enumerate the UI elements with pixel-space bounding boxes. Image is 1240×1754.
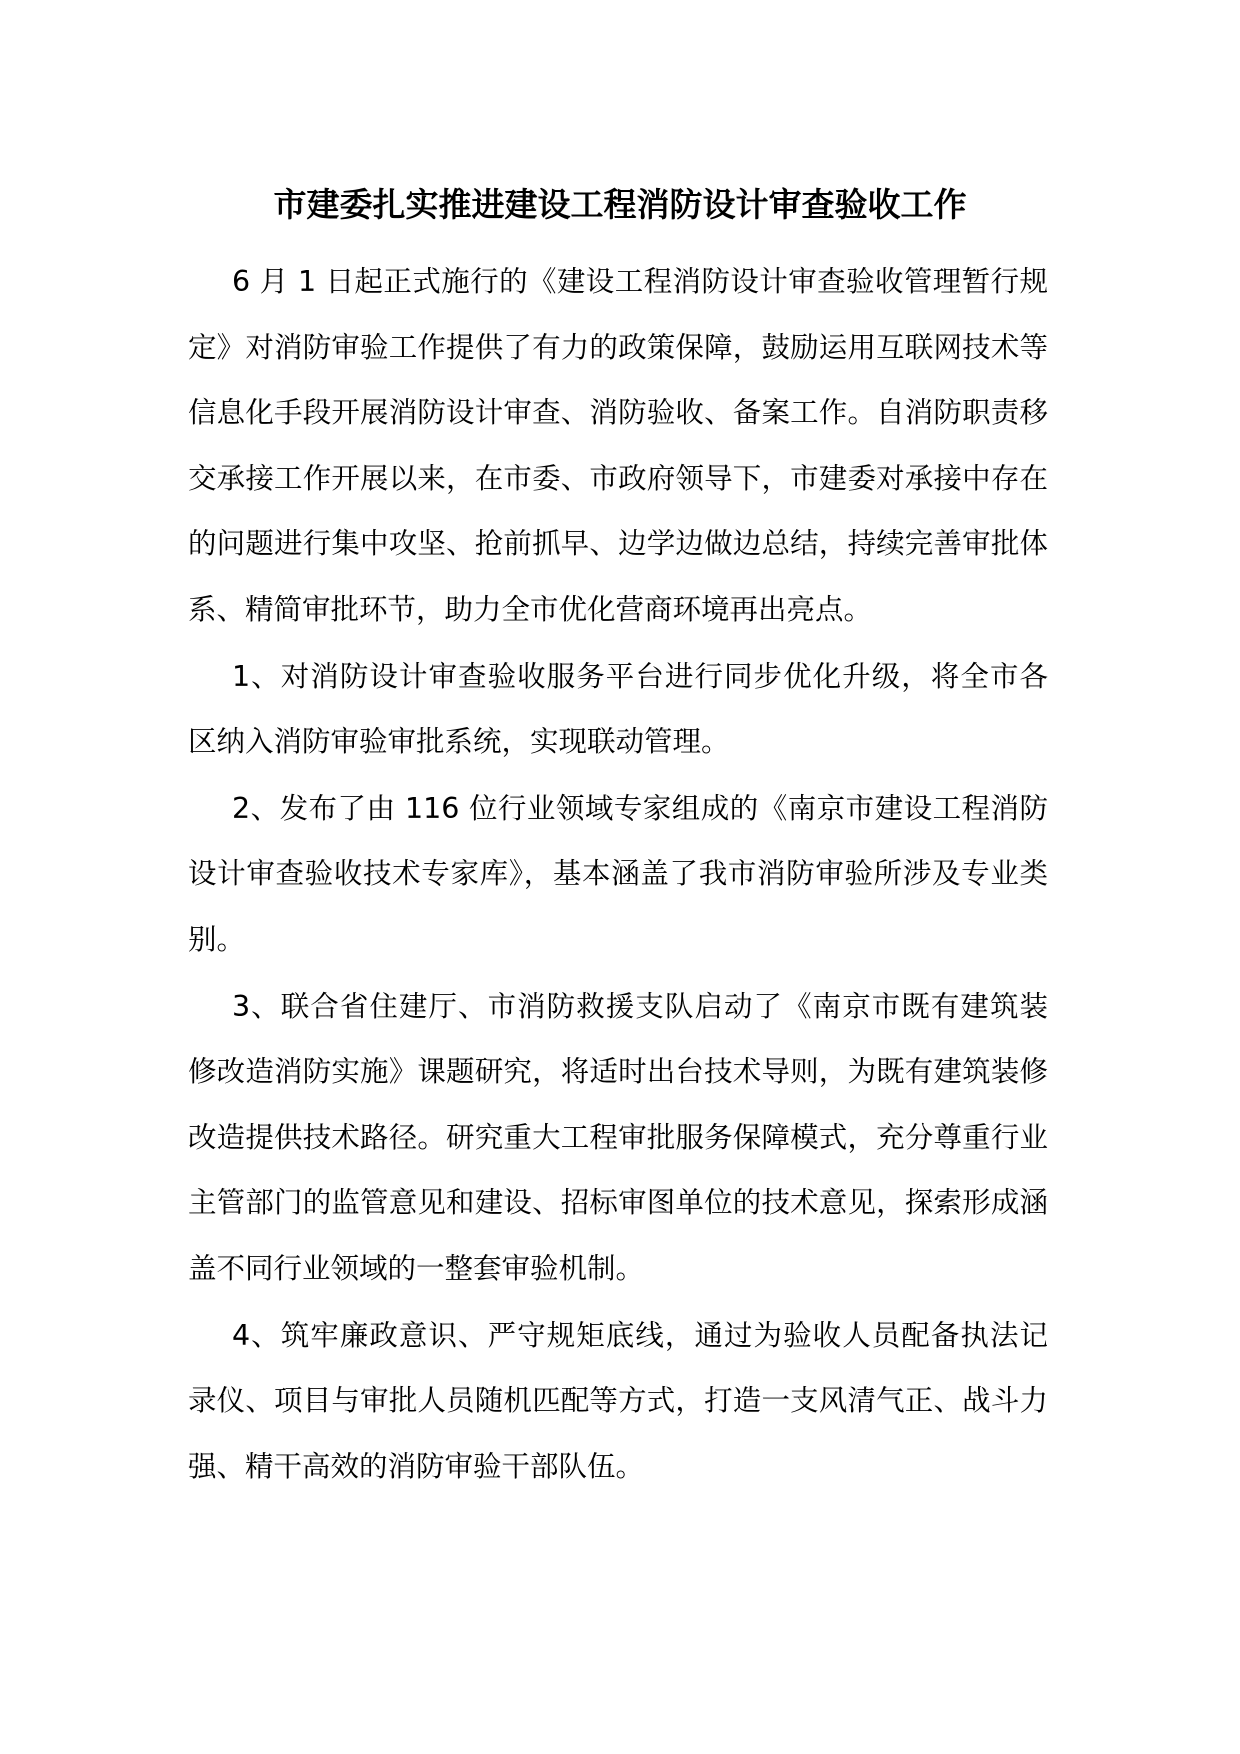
item-paragraph-1: 1、对消防设计审查验收服务平台进行同步优化升级，将全市各区纳入消防审验审批系统，实现联动管理。 (188, 659, 1048, 759)
item-paragraph-3: 3、联合省住建厅、市消防救援支队启动了《南京市既有建筑装修改造消防实施》课题研究，将适时出台技术导则，为既有建筑装修改造提供技术路径。研究重大工程审批服务保障模式，充分尊重行业主管部门的监管意见和建设、招标审图单位的技术意见，探索形成涵盖不同行业领域的一整套审验机制。 (188, 989, 1048, 1285)
document-title: 市建委扎实推进建设工程消防设计审查验收工作 (273, 185, 967, 224)
item-paragraph-2: 2、发布了由 116 位行业领域专家组成的《南京市建设工程消防设计审查验收技术专家库》，基本涵盖了我市消防审验所涉及专业类别。 (188, 791, 1048, 956)
intro-paragraph: 6 月 1 日起正式施行的《建设工程消防设计审查验收管理暂行规定》对消防审验工作提供了有力的政策保障，鼓励运用互联网技术等信息化手段开展消防设计审查、消防验收、备案工作。自消防职责移交承接工作开展以来，在市委、市政府领导下，市建委对承接中存在的问题进行集中攻坚、抢前抓早、边学边做边总结，持续完善审批体系、精简审批环节，助力全市优化营商环境再出亮点。 (188, 265, 1048, 626)
document-body (188, 249, 1048, 1500)
item-paragraph-4: 4、筑牢廉政意识、严守规矩底线，通过为验收人员配备执法记录仪、项目与审批人员随机匹配等方式，打造一支风清气正、战斗力强、精干高效的消防审验干部队伍。 (188, 1318, 1048, 1483)
